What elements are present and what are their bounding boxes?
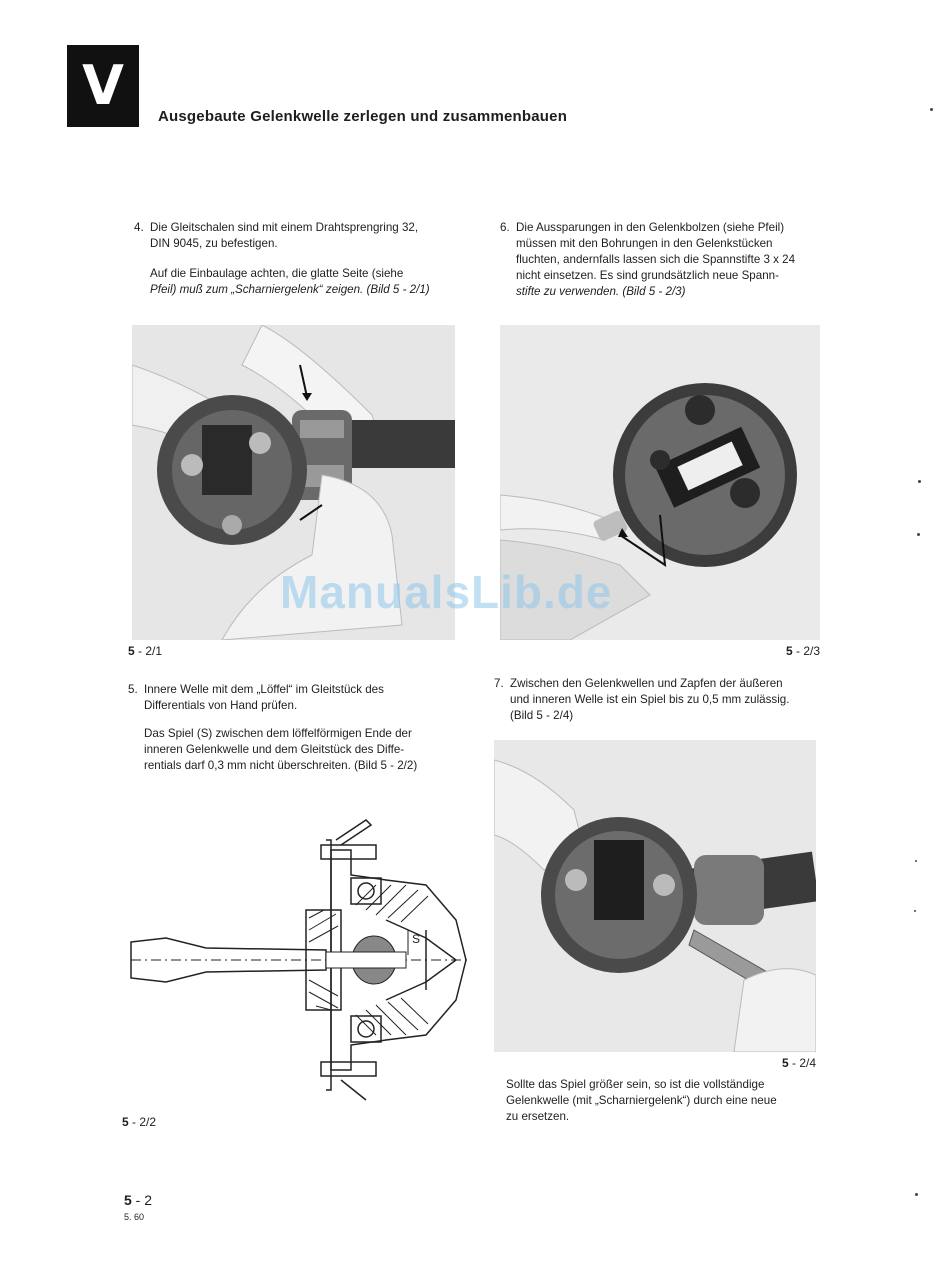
text-line: Zwischen den Gelenkwellen und Zapfen der äußeren [510,677,783,690]
caption-rest: - 2/4 [788,1056,817,1070]
page-title: Ausgebaute Gelenkwelle zerlegen und zusammenbauen [158,108,568,125]
step-4 [134,220,470,298]
text-line: Innere Welle mit dem „Löffel“ im Gleitstück des [144,683,384,696]
technical-drawing-fig-5-2-2 [126,810,476,1110]
text-line: DIN 9045, zu befestigen. [150,237,278,250]
watermark: ManualsLib.de [280,566,613,618]
section-tab: V [67,45,139,127]
print-date: 5. 60 [124,1212,145,1222]
caption-number: 5 [786,644,793,658]
page-number-bold: 5 [124,1192,132,1208]
step-5 [128,682,464,774]
text-line: Das Spiel (S) zwischen dem löffelförmigen Ende der [144,727,412,740]
scan-speck [915,1193,918,1196]
figure-caption [786,644,820,658]
text-line: Pfeil) muß zum „Scharniergelenk“ zeigen. (Bild 5 - 2/1) [150,283,430,296]
caption-number: 5 [782,1056,789,1070]
closing-paragraph [506,1077,826,1125]
step-number: 7. [494,677,504,690]
photo-fig-5-2-4 [494,740,816,1052]
text-line: Gelenkwelle (mit „Scharniergelenk“) durch eine neue [506,1094,777,1107]
text-line: zu ersetzen. [506,1110,570,1123]
scan-speck [918,480,921,483]
page-number-rest: - 2 [131,1192,153,1208]
caption-rest: - 2/1 [134,644,163,658]
scan-speck [915,860,917,862]
figure-caption [782,1056,816,1070]
step-6 [500,220,830,300]
text-line: Die Aussparungen in den Gelenkbolzen (siehe Pfeil) [516,221,785,234]
page-number [124,1192,152,1208]
text-line: inneren Gelenkwelle und dem Gleitstück des Diffe- [144,743,405,756]
step-7 [494,676,826,724]
text-line: Differentials von Hand prüfen. [144,699,298,712]
text-line: Die Gleitschalen sind mit einem Drahtsprengring 32, [150,221,419,234]
text-line: Sollte das Spiel größer sein, so ist die vollständige [506,1078,765,1091]
step-number: 5. [128,683,138,696]
text-line: und inneren Welle ist ein Spiel bis zu 0,5 mm zulässig. [510,693,790,706]
caption-rest: - 2/3 [792,644,821,658]
text-line: nicht einsetzen. Es sind grundsätzlich neue Spann- [516,269,779,282]
caption-rest: - 2/2 [128,1115,157,1129]
step-number: 4. [134,221,144,234]
scan-speck [930,108,933,111]
text-line: (Bild 5 - 2/4) [510,709,574,722]
text-line: stifte zu verwenden. (Bild 5 - 2/3) [516,285,686,298]
step-number: 6. [500,221,510,234]
figure-caption [122,1115,156,1129]
text-line: fluchten, andernfalls lassen sich die Spannstifte 3 x 24 [516,253,796,266]
figure-caption [128,644,162,658]
caption-number: 5 [128,644,135,658]
scan-speck [917,533,920,536]
text-line: müssen mit den Bohrungen in den Gelenkstücken [516,237,773,250]
scan-speck [914,910,916,912]
text-line: rentials darf 0,3 mm nicht überschreiten. (Bild 5 - 2/2) [144,759,418,772]
diagram-label-s: S [412,932,421,946]
caption-number: 5 [122,1115,129,1129]
text-line: Auf die Einbaulage achten, die glatte Seite (siehe [150,267,404,280]
